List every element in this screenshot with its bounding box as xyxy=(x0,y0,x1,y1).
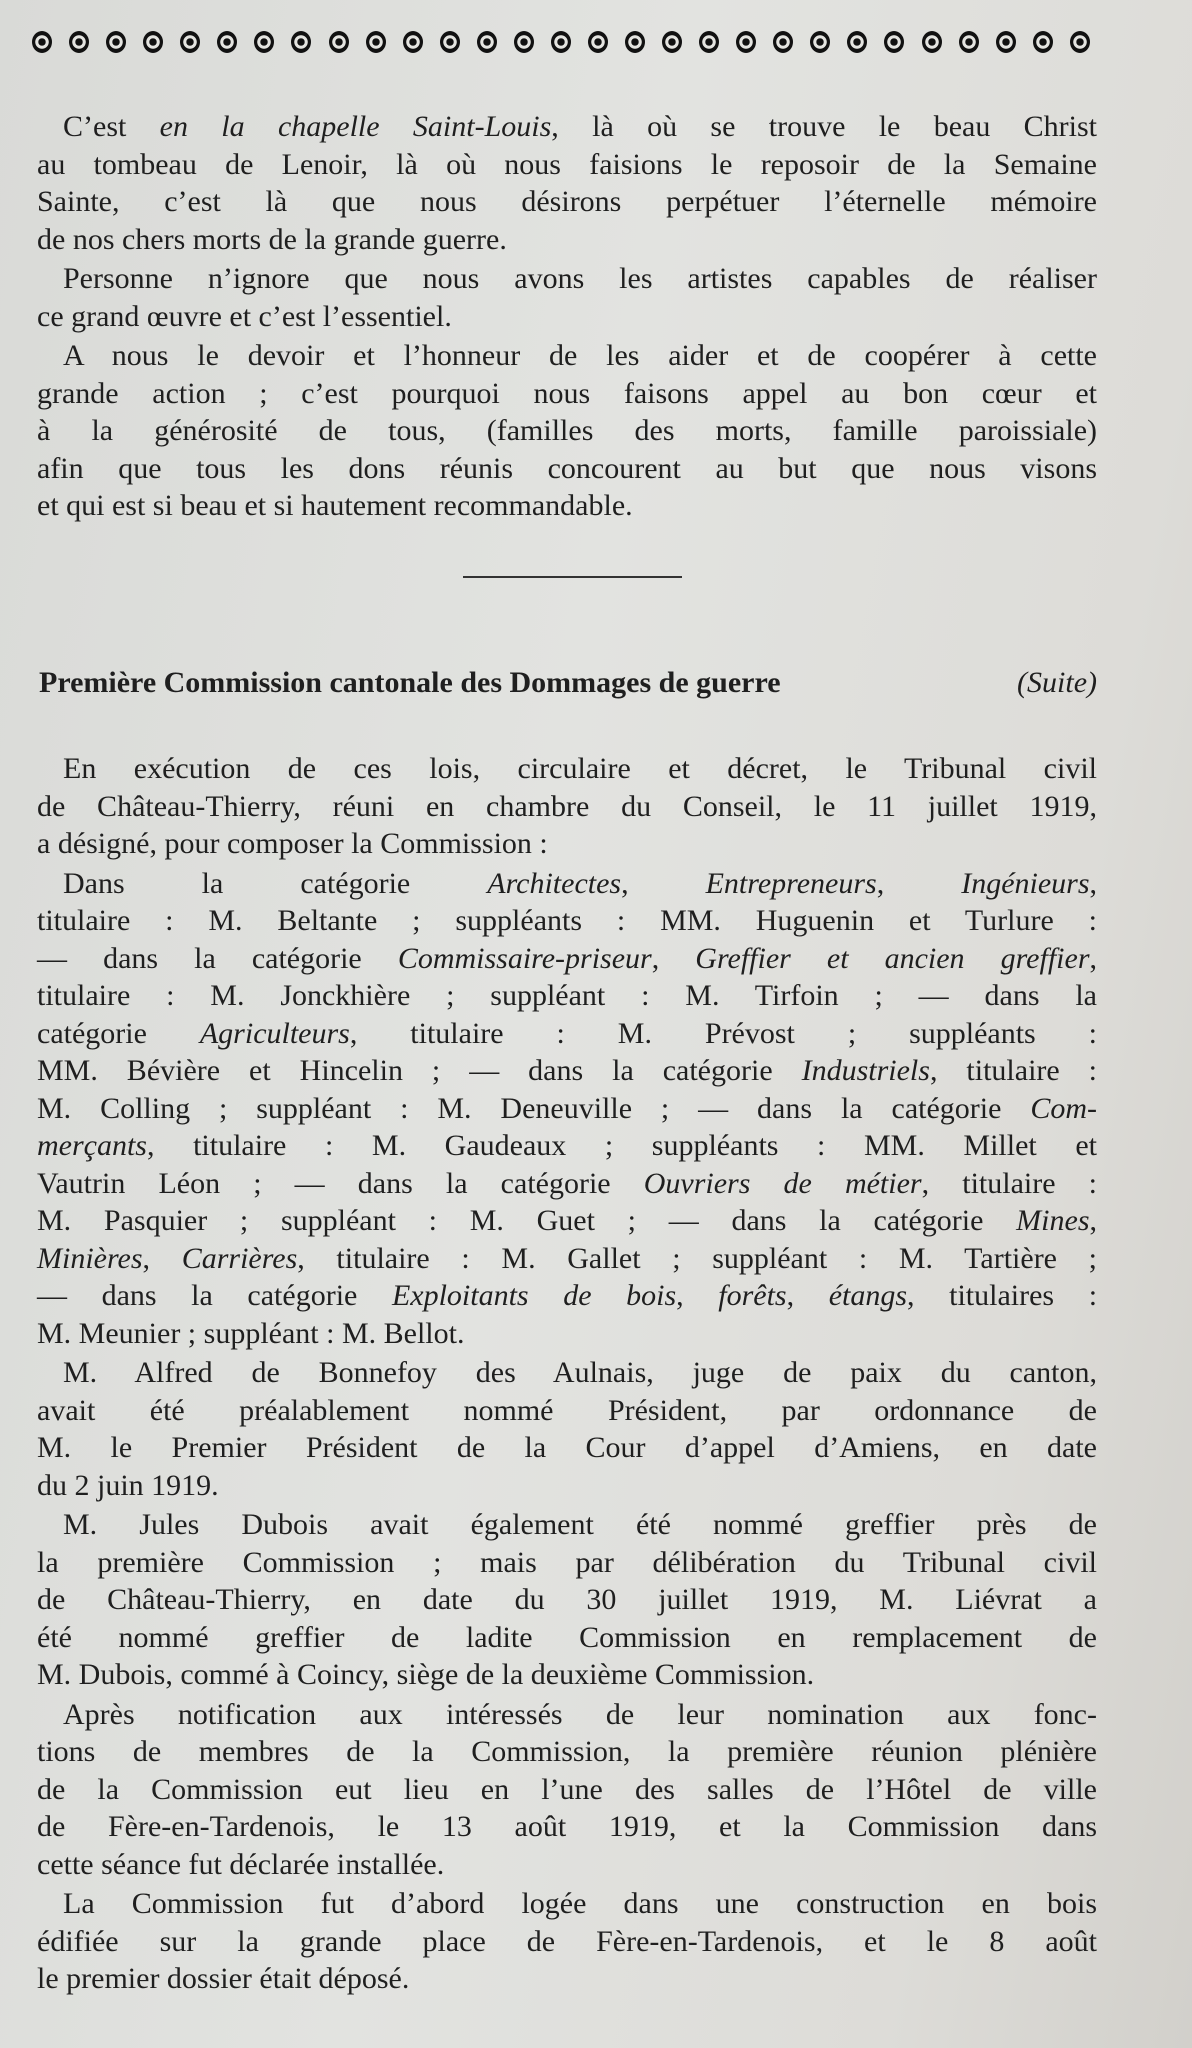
text-line xyxy=(37,1923,1097,1961)
paragraph xyxy=(37,750,1097,863)
text-line xyxy=(37,1885,1097,1923)
text-segment: avait été préalablement nommé Président, par ordonnance de xyxy=(37,1393,1097,1427)
italic-text: merçants xyxy=(37,1129,147,1162)
text-line xyxy=(37,1277,1097,1315)
italic-text: Minières xyxy=(37,1241,143,1275)
paragraph xyxy=(37,1696,1097,1884)
text-line xyxy=(37,221,1097,259)
text-line xyxy=(37,1127,1097,1165)
text-segment: M. Pasquier ; suppléant : M. Guet ; — dans la catégorie xyxy=(37,1204,1017,1237)
text-segment: de Château-Thierry, en date du 30 juillet 1919, M. Liévrat a xyxy=(37,1583,1097,1616)
text-segment: M. Meunier ; suppléant : M. Bellot. xyxy=(37,1316,465,1350)
paragraph xyxy=(37,1354,1097,1504)
ornament-dot-icon xyxy=(922,31,942,53)
text-line xyxy=(37,412,1097,450)
text-line xyxy=(37,825,1097,863)
ornament-dot-icon xyxy=(69,31,89,53)
text-segment: édifiée sur la grande place de Fère-en-Tardenois, et le 8 août xyxy=(37,1924,1097,1958)
text-line xyxy=(37,1506,1097,1544)
text-segment: , là où se trouve le beau Christ xyxy=(551,110,1097,143)
ornament-dot-icon xyxy=(996,31,1016,53)
text-segment: — dans la catégorie xyxy=(37,941,398,975)
ornament-dot-icon xyxy=(625,31,645,53)
text-segment: C’est xyxy=(63,110,160,143)
text-segment: MM. Bévière et Hincelin ; — dans la catégorie xyxy=(37,1054,802,1087)
text-segment: de Château-Thierry, réuni en chambre du Conseil, le 11 juillet 1919, xyxy=(37,789,1097,823)
text-line xyxy=(37,1656,1097,1694)
paragraph xyxy=(37,337,1097,525)
section-heading xyxy=(39,666,1097,700)
text-line xyxy=(37,1696,1097,1734)
text-segment: au tombeau de Lenoir, là où nous faisions le reposoir de la Semaine xyxy=(37,147,1097,181)
text-segment: été nommé greffier de ladite Commission en remplacement de xyxy=(37,1620,1097,1654)
italic-text: Com- xyxy=(1030,1091,1097,1125)
text-segment: M. Colling ; suppléant : M. Deneuville ; — dans la catégorie xyxy=(37,1091,1031,1125)
italic-text: Ingénieurs xyxy=(961,866,1090,900)
ornament-dot-icon xyxy=(773,31,793,53)
ornament-dot-icon xyxy=(440,31,460,53)
ornament-dot-icon xyxy=(1070,31,1090,53)
ornament-dot-icon xyxy=(810,31,830,53)
italic-text: étangs xyxy=(828,1279,908,1312)
text-line xyxy=(37,940,1097,978)
text-segment: En exécution de ces lois, circulaire et décret, le Tribunal civil xyxy=(63,752,1097,785)
text-line xyxy=(37,450,1097,488)
text-segment: M. Dubois, commé à Coincy, siège de la deuxième Commission. xyxy=(37,1658,815,1691)
ornament-dot-icon xyxy=(143,31,163,53)
text-segment: , xyxy=(876,866,962,900)
paragraph xyxy=(37,1885,1097,1998)
ornament-dot-icon xyxy=(1033,31,1053,53)
text-segment: ce grand œuvre et c’est l’essentiel. xyxy=(37,299,452,333)
text-segment: titulaire : M. Jonckhière ; suppléant : M. Tirfoin ; — dans la xyxy=(37,979,1097,1012)
text-segment: tions de membres de la Commission, la première réunion plénière xyxy=(37,1735,1097,1768)
ornament-dot-icon xyxy=(180,31,200,53)
text-segment: le premier dossier était déposé. xyxy=(37,1962,410,1995)
italic-text: Mines xyxy=(1016,1204,1090,1237)
text-line xyxy=(37,1846,1097,1884)
text-line xyxy=(37,1315,1097,1353)
ornamental-dot-border xyxy=(32,31,1090,53)
text-line xyxy=(37,1202,1097,1240)
heading-suffix: (Suite) xyxy=(1017,666,1097,699)
text-segment: , titulaire : M. Gallet ; suppléant : M. Tartière ; xyxy=(297,1241,1098,1275)
text-line xyxy=(37,1165,1097,1203)
text-segment: M. le Premier Président de la Cour d’appel d’Amiens, en date xyxy=(37,1431,1097,1464)
text-segment: à la générosité de tous, (familles des morts, famille paroissiale) xyxy=(37,414,1097,447)
text-line xyxy=(37,1808,1097,1846)
italic-text: Agriculteurs xyxy=(199,1016,350,1050)
text-line xyxy=(37,1619,1097,1657)
text-segment: , xyxy=(1089,941,1097,975)
text-segment: la première Commission ; mais par délibération du Tribunal civil xyxy=(37,1545,1097,1579)
text-line xyxy=(37,108,1097,146)
section-divider xyxy=(463,576,682,578)
text-segment: Dans la catégorie xyxy=(63,866,488,900)
text-line xyxy=(37,1240,1097,1278)
italic-text: forêts xyxy=(718,1279,787,1312)
italic-text: Ouvriers de métier xyxy=(643,1166,922,1200)
text-segment: , xyxy=(676,1279,719,1312)
text-line xyxy=(37,865,1097,903)
text-line xyxy=(37,183,1097,221)
paragraph xyxy=(37,260,1097,335)
text-line xyxy=(37,1581,1097,1619)
commission-text xyxy=(37,750,1097,2000)
text-segment: , titulaire : M. Gaudeaux ; suppléants : MM. Millet et xyxy=(146,1129,1097,1162)
italic-text: Commissaire-priseur xyxy=(397,941,652,975)
text-segment: , xyxy=(786,1279,829,1312)
text-segment: M. Alfred de Bonnefoy des Aulnais, juge de paix du canton, xyxy=(63,1356,1097,1389)
text-segment: , xyxy=(142,1241,182,1275)
text-line xyxy=(37,260,1097,298)
text-segment: et qui est si beau et si hautement recommandable. xyxy=(37,489,633,522)
ornament-dot-icon xyxy=(699,31,719,53)
text-segment: La Commission fut d’abord logée dans une construction en bois xyxy=(63,1887,1097,1920)
text-line xyxy=(37,1467,1097,1505)
text-line xyxy=(37,1015,1097,1053)
text-line xyxy=(37,750,1097,788)
text-line xyxy=(37,902,1097,940)
text-segment: Sainte, c’est là que nous désirons perpétuer l’éternelle mémoire xyxy=(37,185,1097,218)
italic-text: Greffier et ancien greffier xyxy=(695,941,1090,975)
text-segment: afin que tous les dons réunis concourent au but que nous visons xyxy=(37,451,1097,485)
ornament-dot-icon xyxy=(291,31,311,53)
text-segment: Vautrin Léon ; — dans la catégorie xyxy=(37,1166,644,1200)
text-line xyxy=(37,375,1097,413)
ornament-dot-icon xyxy=(588,31,608,53)
text-line xyxy=(37,1771,1097,1809)
italic-text: Industriels xyxy=(801,1054,930,1087)
text-segment: de nos chers morts de la grande guerre. xyxy=(37,222,507,256)
text-segment: M. Jules Dubois avait également été nommé greffier près de xyxy=(63,1508,1097,1541)
italic-text: Exploitants de bois xyxy=(391,1279,677,1312)
text-segment: , xyxy=(621,866,706,900)
text-segment: — dans la catégorie xyxy=(37,1279,392,1312)
text-segment: Après notification aux intéressés de leur nomination aux fonc- xyxy=(63,1697,1097,1731)
text-line xyxy=(37,1733,1097,1771)
ornament-dot-icon xyxy=(254,31,274,53)
text-segment: , titulaire : M. Prévost ; suppléants : xyxy=(349,1016,1097,1050)
ornament-dot-icon xyxy=(366,31,386,53)
italic-text: Carrières xyxy=(181,1241,298,1275)
italic-text: en la chapelle Saint-Louis xyxy=(159,110,552,143)
ornament-dot-icon xyxy=(514,31,534,53)
text-segment: grande action ; c’est pourquoi nous faisons appel au bon cœur et xyxy=(37,376,1097,410)
text-line xyxy=(37,1052,1097,1090)
text-segment: , titulaire : xyxy=(921,1166,1097,1200)
ornament-dot-icon xyxy=(959,31,979,53)
ornament-dot-icon xyxy=(403,31,423,53)
italic-text: Architectes xyxy=(487,866,622,900)
heading-title: Première Commission cantonale des Dommages de guerre xyxy=(39,666,781,699)
paragraph xyxy=(37,1506,1097,1694)
memorial-appeal-text xyxy=(37,108,1097,527)
text-line xyxy=(37,146,1097,184)
text-line xyxy=(37,1429,1097,1467)
text-segment: A nous le devoir et l’honneur de les aider et de coopérer à cette xyxy=(63,339,1097,372)
ornament-dot-icon xyxy=(736,31,756,53)
text-line xyxy=(37,298,1097,336)
text-segment: de la Commission eut lieu en l’une des salles de l’Hôtel de ville xyxy=(37,1772,1097,1806)
text-line xyxy=(37,337,1097,375)
paragraph xyxy=(37,108,1097,258)
ornament-dot-icon xyxy=(662,31,682,53)
text-segment: cette séance fut déclarée installée. xyxy=(37,1847,445,1881)
text-segment: a désigné, pour composer la Commission : xyxy=(37,827,548,860)
text-segment: catégorie xyxy=(37,1016,200,1050)
ornament-dot-icon xyxy=(847,31,867,53)
ornament-dot-icon xyxy=(884,31,904,53)
text-line xyxy=(37,487,1097,525)
text-line xyxy=(37,1960,1097,1998)
text-segment: , titulaires : xyxy=(907,1279,1098,1312)
text-segment: , xyxy=(1089,866,1098,900)
ornament-dot-icon xyxy=(551,31,571,53)
text-line xyxy=(37,1392,1097,1430)
text-line xyxy=(37,788,1097,826)
ornament-dot-icon xyxy=(32,31,52,53)
ornament-dot-icon xyxy=(106,31,126,53)
text-line xyxy=(37,977,1097,1015)
text-segment: de Fère-en-Tardenois, le 13 août 1919, et la Commission dans xyxy=(37,1810,1097,1843)
ornament-dot-icon xyxy=(477,31,497,53)
ornament-dot-icon xyxy=(217,31,237,53)
text-segment: , xyxy=(1089,1204,1097,1237)
text-segment: du 2 juin 1919. xyxy=(37,1468,219,1502)
text-segment: , titulaire : xyxy=(929,1054,1097,1087)
text-segment: , xyxy=(651,941,696,975)
italic-text: Entrepreneurs xyxy=(705,866,877,900)
text-line xyxy=(37,1544,1097,1582)
ornament-dot-icon xyxy=(329,31,349,53)
paragraph xyxy=(37,865,1097,1353)
text-segment: Personne n’ignore que nous avons les artistes capables de réaliser xyxy=(63,262,1097,295)
text-segment: titulaire : M. Beltante ; suppléants : MM. Huguenin et Turlure : xyxy=(37,904,1097,937)
text-line xyxy=(37,1354,1097,1392)
text-line xyxy=(37,1090,1097,1128)
